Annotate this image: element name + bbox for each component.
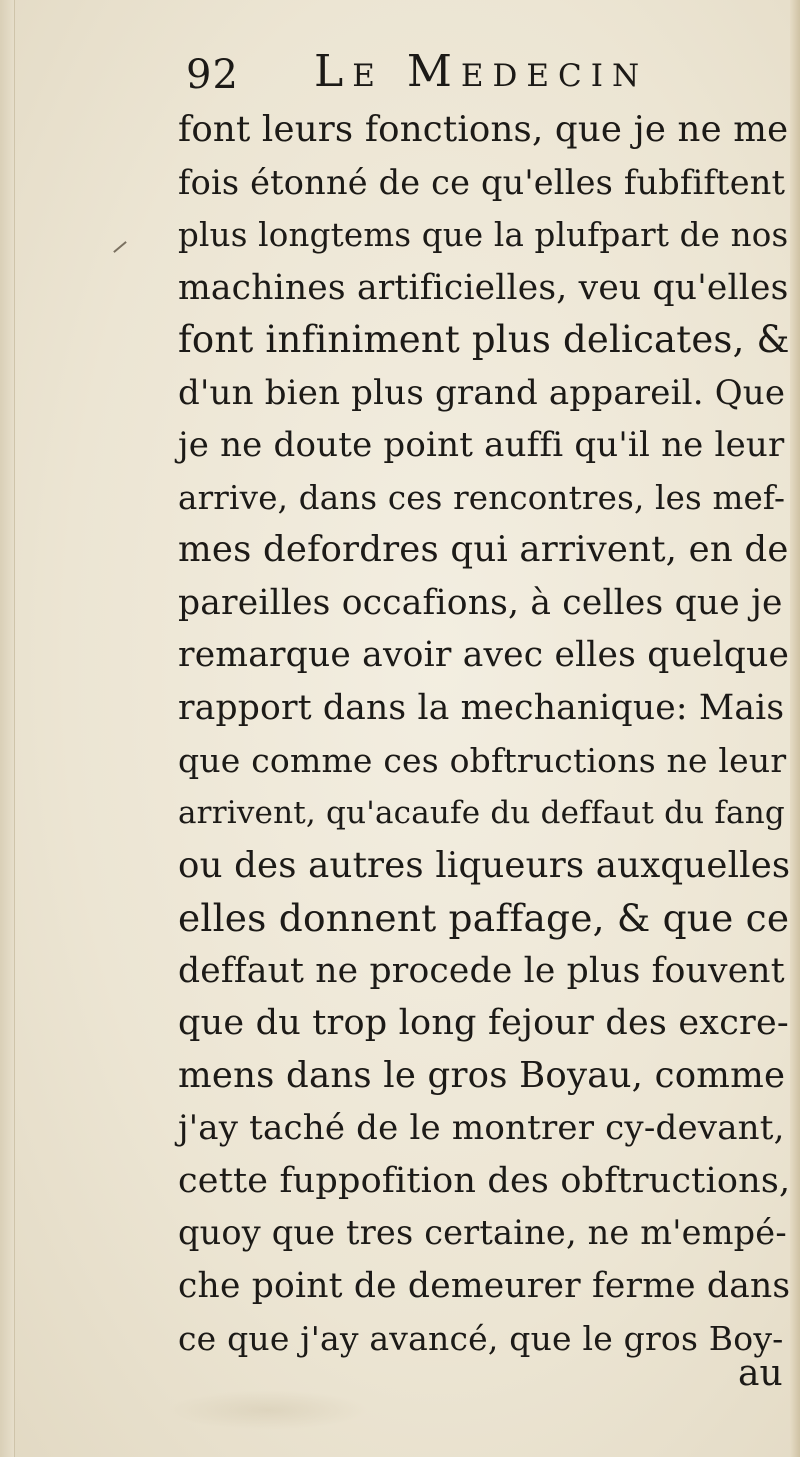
text-line: pareilles occafions, à celles que je [178,582,783,623]
page-header [186,46,656,106]
text-line: remarque avoir avec elles quelque [178,635,790,676]
page-number: 92 [186,52,239,98]
text-line: que du trop long fejour des excre- [178,1003,789,1044]
running-title: Le Medecin [314,46,649,97]
text-line: d'un bien plus grand appareil. Que [178,372,786,413]
text-line: machines artificielles, veu qu'elles [178,267,789,308]
text-line: mes defordres qui arrivent, en de [178,529,789,571]
paper-stain [168,1390,368,1430]
text-line: che point de demeurer ferme dans [178,1266,791,1307]
text-line: j'ay taché de le montrer cy-devant, [178,1108,785,1149]
text-line: arrive, dans ces rencontres, les mef- [178,478,786,517]
text-line: plus longtems que la plufpart de nos [178,216,789,255]
page-fore-edge [790,0,800,1457]
ink-mark [113,241,127,253]
text-line: font infiniment plus delicates, & [178,318,790,362]
text-line: ou des autres liqueurs auxquelles [178,844,791,886]
page-gutter-edge [0,0,15,1457]
catchword: au [738,1353,783,1394]
body-text [178,104,791,1365]
text-line: que comme ces obftructions ne leur [178,740,787,780]
text-line: rapport dans la mechanique: Mais [178,688,785,729]
text-line: je ne doute point auffi qu'il ne leur [178,425,785,466]
text-line: font leurs fonctions, que je ne me [178,109,789,150]
text-line: elles donnent paffage, & que ce [178,896,790,941]
text-line: mens dans le gros Boyau, comme [178,1054,786,1096]
text-line: arrivent, qu'acaufe du deffaut du fang [178,795,785,832]
text-line: deffaut ne procede le plus fouvent [178,950,785,991]
text-line: quoy que tres certaine, ne m'empé- [178,1213,787,1253]
text-line: fois étonné de ce qu'elles fubfiftent [178,162,786,202]
text-line: cette fuppofition des obftructions, [178,1160,791,1201]
text-line: ce que j'ay avancé, que le gros Boy- [178,1318,784,1358]
